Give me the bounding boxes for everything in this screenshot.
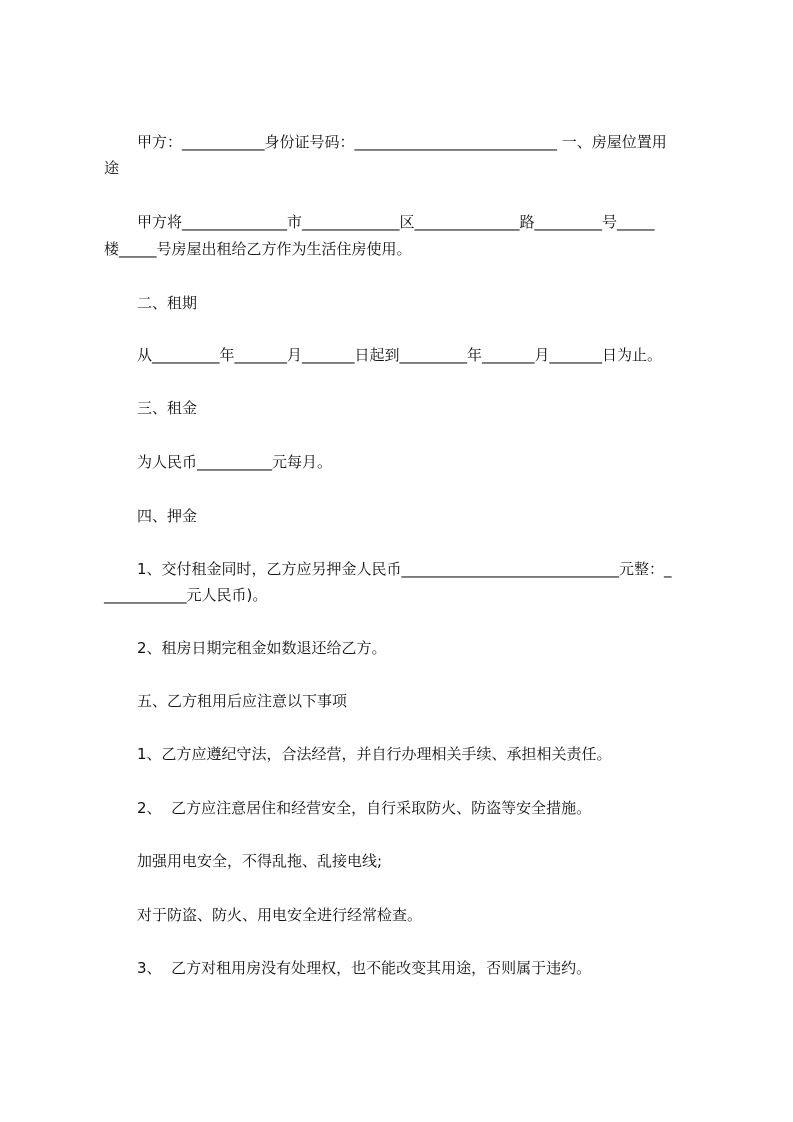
section-deposit-heading: 四、押金 <box>137 507 198 525</box>
deposit-clause-2: 2、租房日期完租金如数退还给乙方。 <box>137 639 387 657</box>
location-line: 甲方将______________市_____________区______________路_________号_____ <box>137 213 655 231</box>
location-line-continued: 楼_____号房屋出租给乙方作为生活住房使用。 <box>104 240 412 258</box>
section-lease-term-heading: 二、租期 <box>137 294 198 312</box>
note-item-2: 2、 乙方应注意居住和经营安全，自行采取防火、防盗等安全措施。 <box>137 799 592 817</box>
note-sub-1: 加强用电安全，不得乱拖、乱接电线; <box>137 852 383 870</box>
note-item-1: 1、乙方应遵纪守法，合法经营，并自行办理相关手续、承担相关责任。 <box>137 745 612 763</box>
note-item-3: 3、 乙方对租用房没有处理权，也不能改变其用途，否则属于违约。 <box>137 959 592 977</box>
party-a-line: 甲方：___________身份证号码：___________________________ 一、房屋位置用 <box>137 133 667 151</box>
party-a-line-continued: 途 <box>104 159 120 177</box>
deposit-clause-1: 1、交付租金同时，乙方应另押金人民币_____________________________元整：_ <box>137 560 672 578</box>
section-rent-heading: 三、租金 <box>137 399 198 417</box>
note-sub-2: 对于防盗、防火、用电安全进行经常检查。 <box>137 906 423 924</box>
lease-period-line: 从_________年_______月_______日起到_________年_______月_______日为止。 <box>137 346 663 364</box>
deposit-clause-1-continued: ___________元人民币)。 <box>104 586 268 604</box>
rent-amount-line: 为人民币__________元每月。 <box>137 453 333 471</box>
section-notes-heading: 五、乙方租用后应注意以下事项 <box>137 692 348 710</box>
